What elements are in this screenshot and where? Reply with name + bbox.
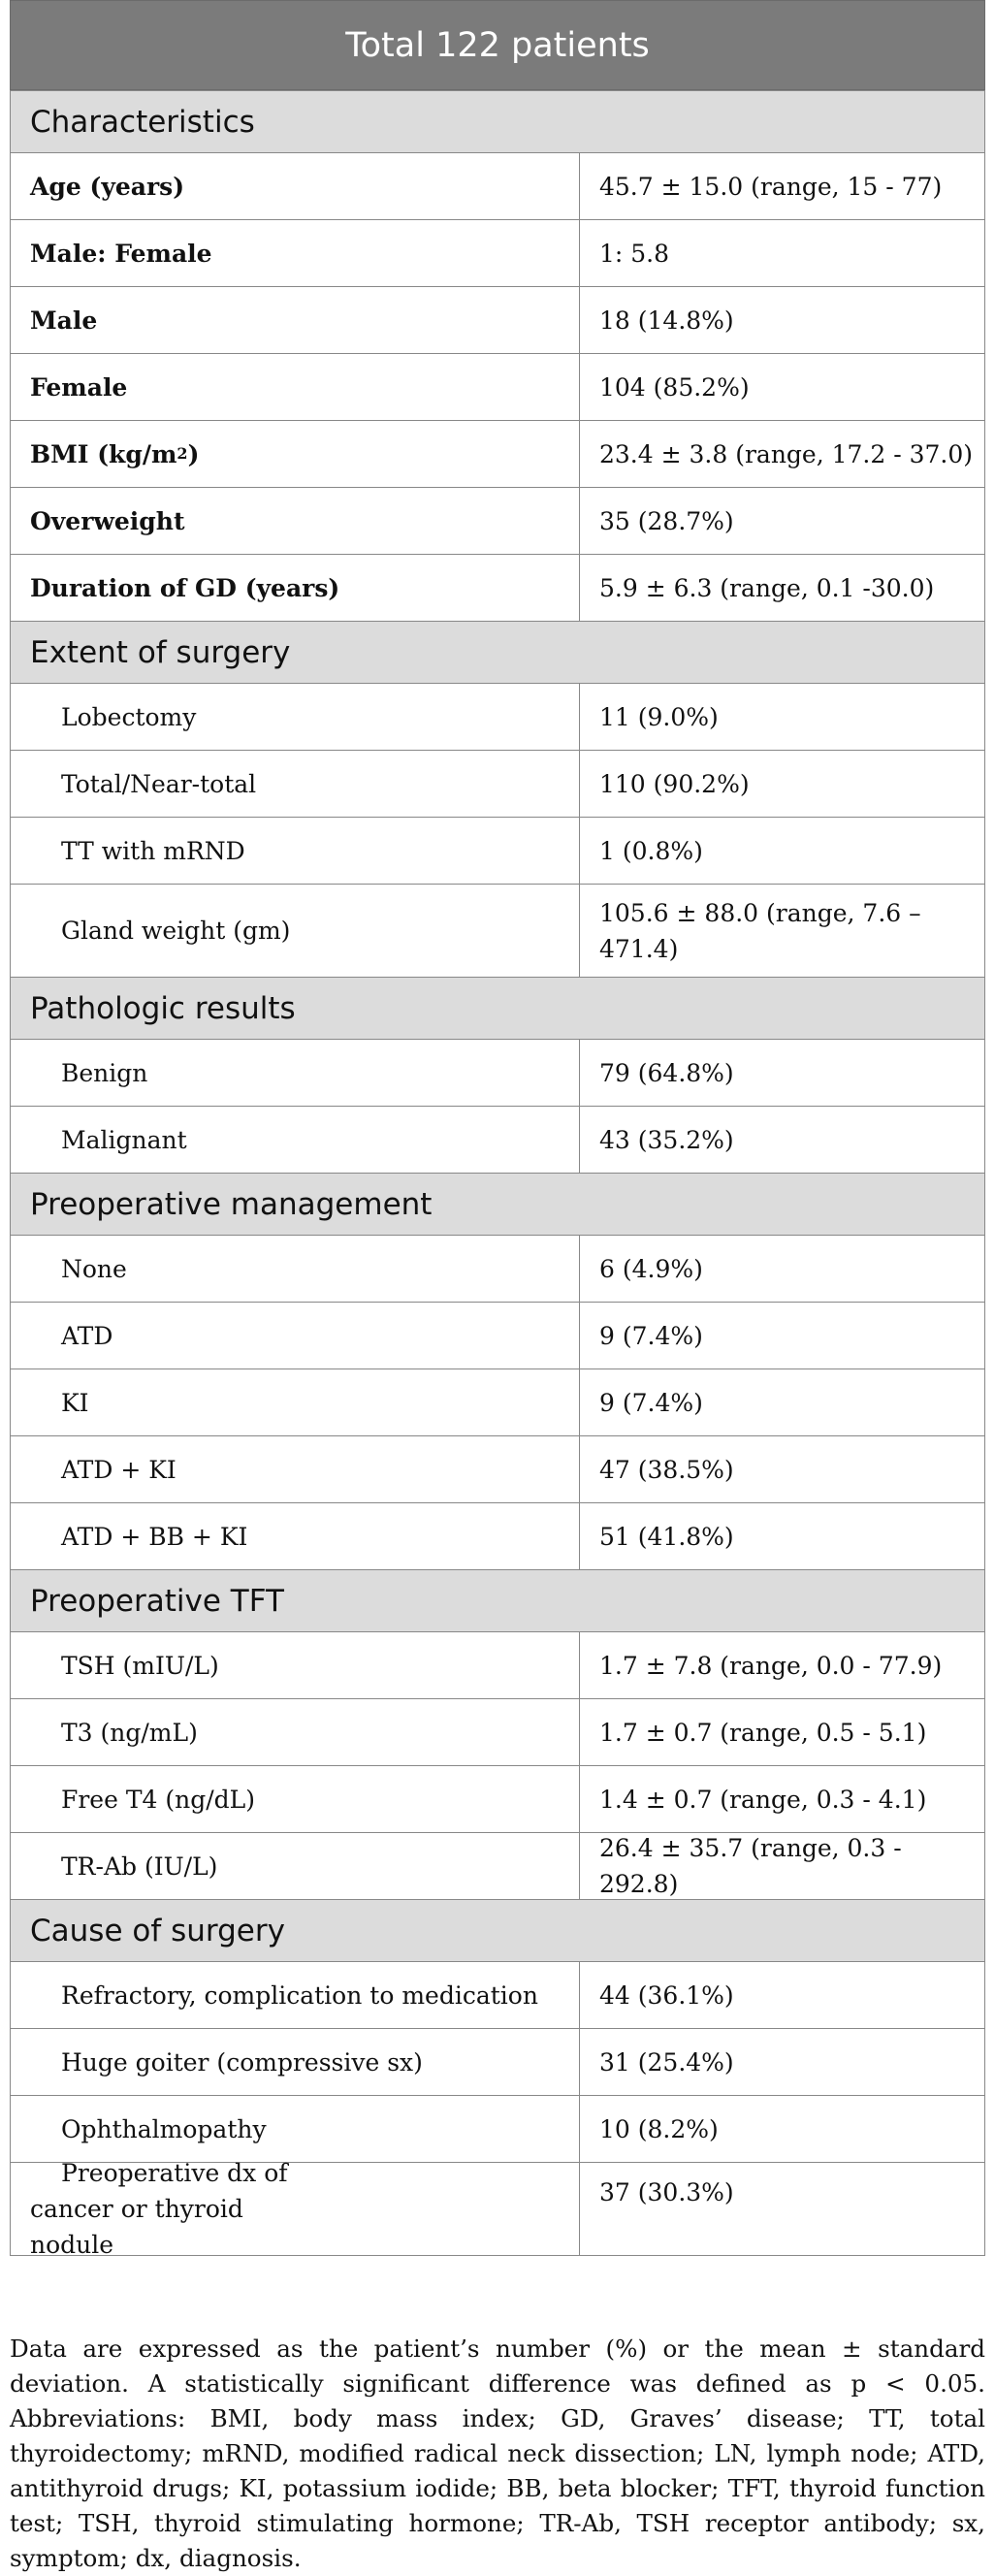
row-value: 51 (41.8%) <box>599 1522 734 1551</box>
row-label: None <box>11 1236 580 1302</box>
table-row <box>10 152 985 219</box>
section-header-preoperative-tft: Preoperative TFT <box>10 1569 985 1631</box>
table-footnote: Data are expressed as the patient’s number (%) or the mean ± standard deviation. A statistically significant difference was defined as p < 0.05. Abbreviations: BMI, body mass index; GD, Graves’ disease; TT, total thyroidectomy; mRND, modified radical neck dissection; LN, lymph node; ATD, antithyroid drugs; KI, potassium iodide; BB, beta blocker; TFT, thyroid function test; TSH, thyroid stimulating hormone; TR-Ab, TSH receptor antibody; sx, symptom; dx, diagnosis. <box>10 2334 985 2572</box>
section-header-characteristics: Characteristics <box>10 90 985 152</box>
table-row <box>10 1832 985 1899</box>
row-label: Ophthalmopathy <box>11 2096 580 2162</box>
row-value: 44 (36.1%) <box>599 1980 734 2010</box>
row-label: T3 (ng/mL) <box>11 1699 580 1765</box>
row-value: 37 (30.3%) <box>599 2178 734 2206</box>
table-row <box>10 2159 985 2259</box>
row-value: 6 (4.9%) <box>599 1254 703 1283</box>
row-label: TSH (mIU/L) <box>11 1632 580 1698</box>
row-value: 1.7 ± 0.7 (range, 0.5 - 5.1) <box>599 1718 927 1747</box>
row-value: 110 (90.2%) <box>599 769 750 798</box>
table-row <box>10 487 985 554</box>
table-row <box>10 1698 985 1765</box>
table-row <box>10 1106 985 1173</box>
table-row <box>10 1765 985 1832</box>
table-row <box>10 817 985 884</box>
section-header-pathologic-results: Pathologic results <box>10 977 985 1039</box>
row-value: 1.4 ± 0.7 (range, 0.3 - 4.1) <box>599 1785 927 1814</box>
row-label: Malignant <box>11 1107 580 1173</box>
row-value: 47 (38.5%) <box>599 1455 734 1484</box>
row-value: 10 (8.2%) <box>599 2114 719 2143</box>
row-value: 26.4 ± 35.7 (range, 0.3 - 292.8) <box>599 1834 902 1898</box>
row-label: TT with mRND <box>11 818 580 884</box>
section-header-preoperative-management: Preoperative management <box>10 1173 985 1235</box>
row-label: Male <box>11 287 580 353</box>
row-value: 1 (0.8%) <box>599 836 703 865</box>
row-value: 1.7 ± 7.8 (range, 0.0 - 77.9) <box>599 1651 943 1680</box>
row-label: Age (years) <box>11 153 580 219</box>
row-label: Huge goiter (compressive sx) <box>11 2029 580 2095</box>
row-label: Overweight <box>11 488 580 554</box>
row-label: ATD + KI <box>11 1436 580 1502</box>
table-title: Total 122 patients <box>10 0 985 90</box>
row-label: Total/Near-total <box>11 751 580 817</box>
row-label: Lobectomy <box>11 684 580 750</box>
row-label: Duration of GD (years) <box>11 555 580 621</box>
row-label: BMI (kg/m 2 ) <box>11 421 580 487</box>
row-label: Gland weight (gm) <box>11 885 580 977</box>
table-row <box>10 353 985 420</box>
row-label: Preoperative dx of cancer or thyroid nodule <box>11 2163 580 2255</box>
table-row <box>10 1502 985 1569</box>
table-row <box>10 750 985 817</box>
section-header-cause-of-surgery: Cause of surgery <box>10 1899 985 1961</box>
table-row <box>10 1039 985 1106</box>
row-label: Refractory, complication to medication <box>11 1962 580 2028</box>
row-value: 104 (85.2%) <box>599 372 750 402</box>
row-value: 9 (7.4%) <box>599 1388 703 1417</box>
section-header-extent-of-surgery: Extent of surgery <box>10 621 985 683</box>
table-row <box>10 420 985 487</box>
row-value: 1: 5.8 <box>599 239 670 268</box>
bmi-label-text: BMI (kg/m <box>30 439 177 468</box>
row-label: Benign <box>11 1040 580 1106</box>
table-row <box>10 884 985 977</box>
row-value: 43 (35.2%) <box>599 1125 734 1154</box>
row-value: 79 (64.8%) <box>599 1058 734 1087</box>
row-label: Male: Female <box>11 220 580 286</box>
row-label: ATD <box>11 1303 580 1368</box>
row-label: Free T4 (ng/dL) <box>11 1766 580 1832</box>
row-value: 11 (9.0%) <box>599 702 719 731</box>
table-row <box>10 1302 985 1368</box>
table-row <box>10 1435 985 1502</box>
row-label: ATD + BB + KI <box>11 1503 580 1569</box>
table-row <box>10 554 985 621</box>
row-value: 5.9 ± 6.3 (range, 0.1 -30.0) <box>599 573 935 602</box>
table-row <box>10 2028 985 2095</box>
row-value: 18 (14.8%) <box>599 306 734 335</box>
table-row <box>10 683 985 750</box>
row-label: Female <box>11 354 580 420</box>
table-row <box>10 1961 985 2028</box>
row-value: 31 (25.4%) <box>599 2047 734 2077</box>
row-value: 45.7 ± 15.0 (range, 15 - 77) <box>599 172 943 201</box>
table-row <box>10 1368 985 1435</box>
table-row <box>10 286 985 353</box>
row-value: 105.6 ± 88.0 (range, 7.6 – 471.4) <box>599 898 921 963</box>
row-label: TR-Ab (IU/L) <box>11 1833 580 1899</box>
row-label: KI <box>11 1369 580 1435</box>
row-value: 23.4 ± 3.8 (range, 17.2 - 37.0) <box>599 439 974 468</box>
table-row <box>10 1631 985 1698</box>
table-row <box>10 219 985 286</box>
row-value: 9 (7.4%) <box>599 1321 703 1350</box>
row-value: 35 (28.7%) <box>599 506 734 535</box>
table-row <box>10 2095 985 2162</box>
patient-characteristics-table <box>10 0 985 2320</box>
table-row <box>10 1235 985 1302</box>
bmi-label-end: ) <box>187 439 200 468</box>
